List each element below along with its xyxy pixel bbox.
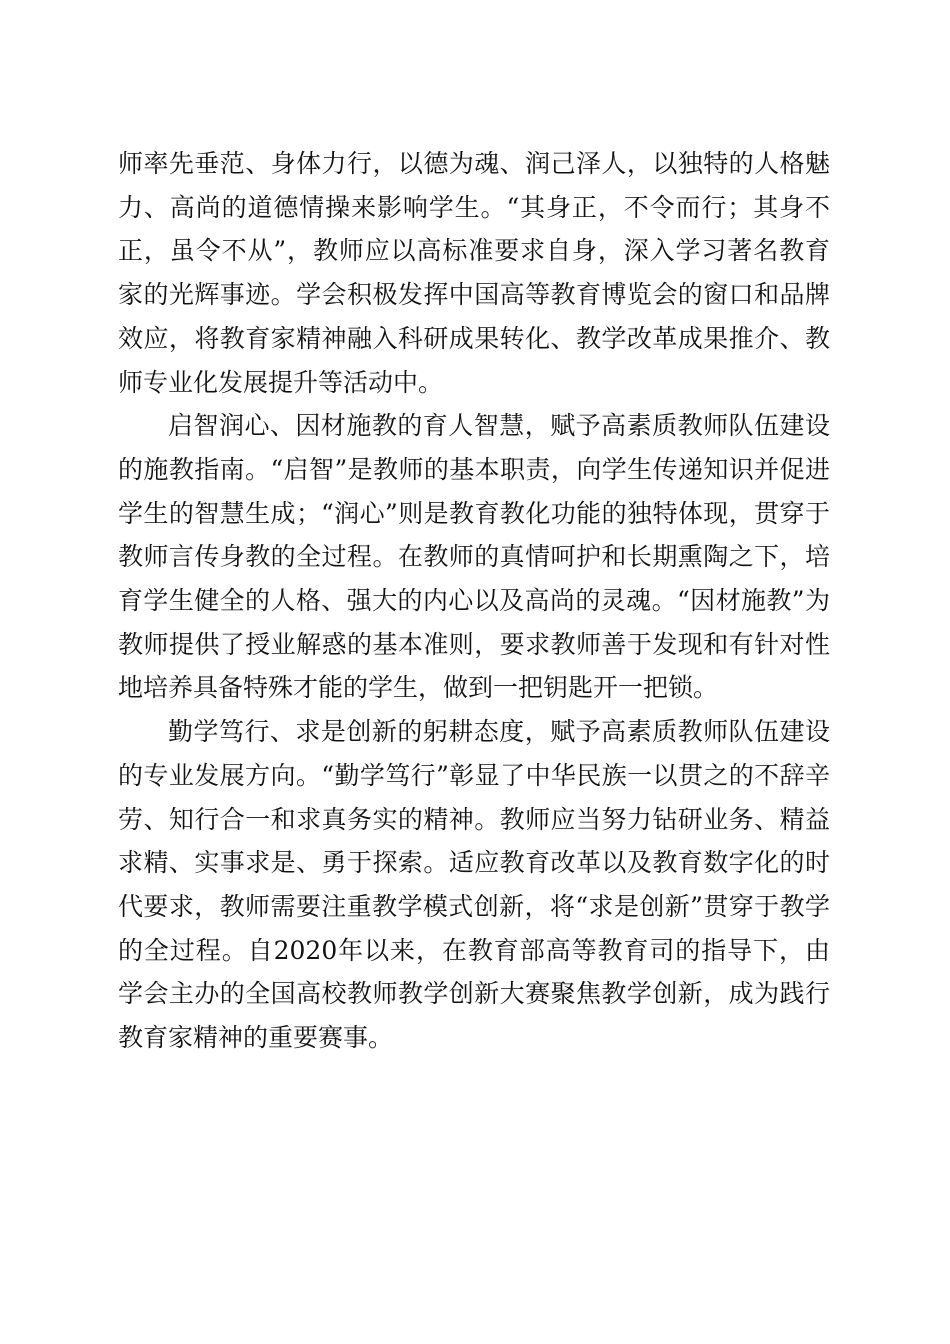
paragraph-1: 师率先垂范、身体力行，以德为魂、润己泽人，以独特的人格魅力、高尚的道德情操来影响学生。“其身正，不令而行；其身不正，虽令不从”，教师应以高标准要求自身，深入学习著名教育家的光辉事迹。学会积极发挥中国高等教育博览会的窗口和品牌效应，将教育家精神融入科研成果转化、教学改革成果推介、教师专业化发展提升等活动中。 (118, 149, 830, 397)
paragraph-3: 勤学笃行、求是创新的躬耕态度，赋予高素质教师队伍建设的专业发展方向。“勤学笃行”彰显了中华民族一以贯之的不辞辛劳、知行合一和求真务实的精神。教师应当努力钻研业务、精益求精、实事求是、勇于探索。适应教育改革以及教育数字化的时代要求，教师需要注重教学模式创新，将“求是创新”贯穿于教学的全过程。自2020年以来，在教育部高等教育司的指导下，由学会主办的全国高校教师教学创新大赛聚焦教学创新，成为践行教育家精神的重要赛事。 (118, 717, 830, 1053)
paragraph-2: 启智润心、因材施教的育人智慧，赋予高素质教师队伍建设的施教指南。“启智”是教师的基本职责，向学生传递知识并促进学生的智慧生成；“润心”则是教育教化功能的独特体现，贯穿于教师言传身教的全过程。在教师的真情呵护和长期熏陶之下，培育学生健全的人格、强大的内心以及高尚的灵魂。“因材施教”为教师提供了授业解惑的基本准则，要求教师善于发现和有针对性地培养具备特殊才能的学生，做到一把钥匙开一把锁。 (118, 411, 830, 703)
document-body (118, 142, 830, 1060)
